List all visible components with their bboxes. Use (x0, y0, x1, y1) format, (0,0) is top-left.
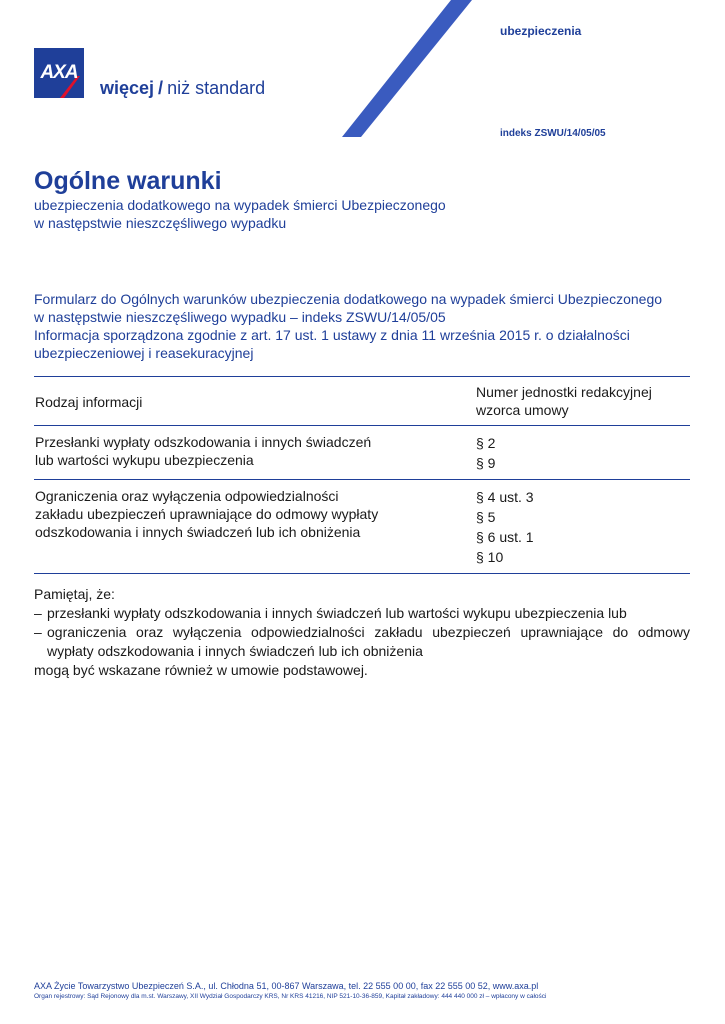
intro-line: w następstwie nieszczęśliwego wypadku – indeks ZSWU/14/05/05 (34, 309, 446, 325)
info-table (34, 376, 690, 574)
notes-intro: Pamiętaj, że: (34, 586, 115, 602)
row-info-line: Ograniczenia oraz wyłączenia odpowiedzialności (35, 488, 339, 504)
tagline-slash: / (158, 78, 164, 98)
category-label: ubezpieczenia (500, 24, 582, 38)
paragraph-ref: § 4 ust. 3 (476, 489, 534, 505)
intro-line: Formularz do Ogólnych warunków ubezpieczenia dodatkowego na wypadek śmierci Ubezpieczonego (34, 291, 663, 307)
row-info-line: Przesłanki wypłaty odszkodowania i innych świadczeń (35, 434, 372, 450)
logo-text: AXA (40, 62, 78, 83)
subtitle-line: w następstwie nieszczęśliwego wypadku (34, 215, 287, 231)
table-header-row (34, 376, 690, 426)
table-row (34, 480, 690, 574)
row-refs (476, 433, 690, 473)
page-subtitle (34, 196, 494, 232)
row-refs (476, 487, 690, 567)
row-info-line: odszkodowania i innych świadczeń lub ich obniżenia (35, 524, 361, 540)
tagline (100, 78, 265, 99)
intro-line: Informacja sporządzona zgodnie z art. 17 ust. 1 ustawy z dnia 11 września 2015 r. o działalności (34, 327, 630, 343)
list-item-text: przesłanki wypłaty odszkodowania i innych świadczeń lub wartości wykupu ubezpieczenia lub (47, 605, 627, 621)
footer-registry: Organ rejestrowy: Sąd Rejonowy dla m.st. Warszawy, XII Wydział Gospodarczy KRS, Nr KRS 41216, NIP 521-10-36-859, Kapitał zakładowy: 444 440 000 zł – wpłacony w całości (34, 993, 547, 1000)
header-info-type: Rodzaj informacji (35, 394, 143, 410)
list-dash: – (34, 605, 42, 621)
tagline-rest: niż standard (167, 78, 266, 98)
row-info-line: lub wartości wykupu ubezpieczenia (35, 452, 254, 468)
notes-block (34, 585, 690, 680)
paragraph-ref: § 2 (476, 435, 496, 451)
intro-block (34, 290, 690, 362)
header-unit-line: Numer jednostki redakcyjnej (476, 384, 652, 400)
paragraph-ref: § 10 (476, 549, 504, 565)
list-item (34, 623, 690, 661)
tagline-bold: więcej (100, 78, 155, 98)
list-item-text: ograniczenia oraz wyłączenia odpowiedzialności zakładu ubezpieczeń uprawniające do odmowy wypłaty odszkodowania i innych świadczeń lub ich obniżenia (47, 624, 690, 659)
page-title: Ogólne warunki (34, 167, 222, 195)
notes-closing: mogą być wskazane również w umowie podstawowej. (34, 662, 368, 678)
index-code: indeks ZSWU/14/05/05 (500, 128, 606, 139)
axa-logo (34, 48, 84, 98)
header-unit-number (476, 383, 690, 419)
paragraph-ref: § 9 (476, 455, 496, 471)
table-row (34, 426, 690, 480)
row-info (34, 487, 476, 567)
footer-address: AXA Życie Towarzystwo Ubezpieczeń S.A., ul. Chłodna 51, 00-867 Warszawa, tel. 22 555 00 00, fax 22 555 00 52, www.axa.pl (34, 981, 539, 991)
row-info-line: zakładu ubezpieczeń uprawniające do odmowy wypłaty (35, 506, 379, 522)
header-unit-line: wzorca umowy (476, 402, 569, 418)
intro-line: ubezpieczeniowej i reasekuracyjnej (34, 345, 254, 361)
list-item (34, 604, 690, 623)
paragraph-ref: § 5 (476, 509, 496, 525)
paragraph-ref: § 6 ust. 1 (476, 529, 534, 545)
list-dash: – (34, 624, 42, 640)
subtitle-line: ubezpieczenia dodatkowego na wypadek śmierci Ubezpieczonego (34, 197, 446, 213)
row-info (34, 433, 476, 473)
